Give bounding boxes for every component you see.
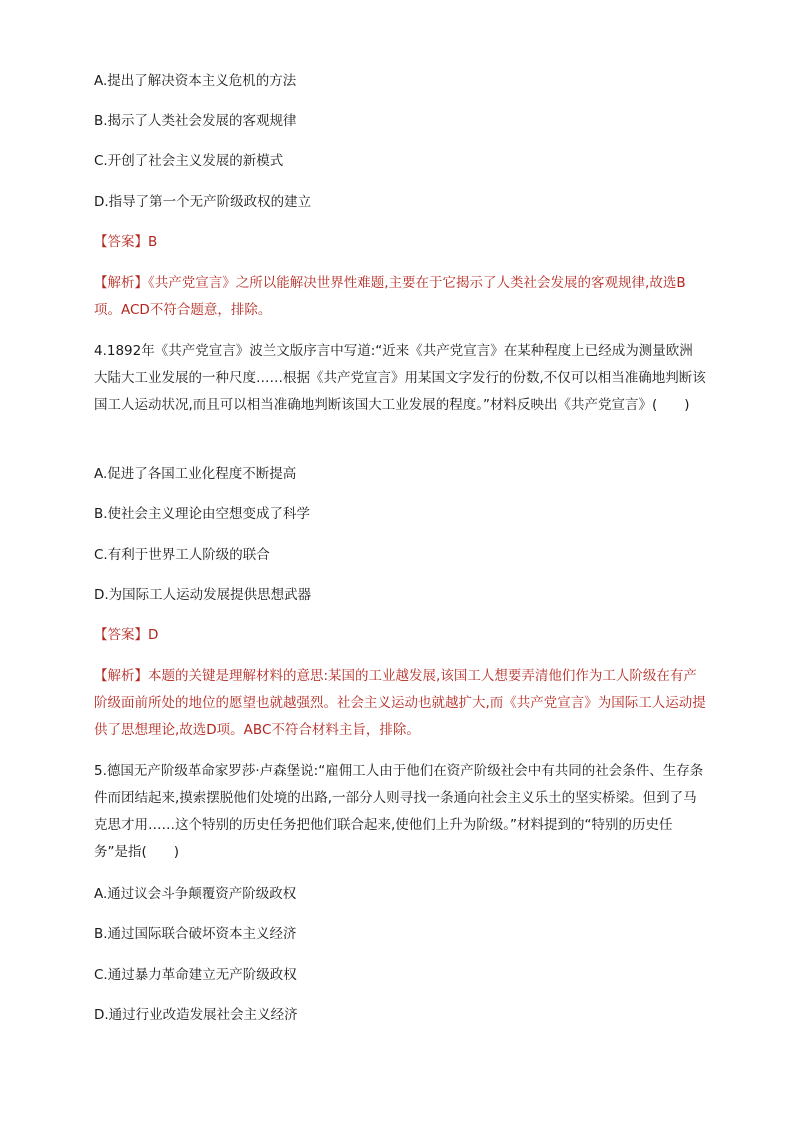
q4-option-d: D.为国际工人运动发展提供思想武器: [94, 587, 312, 603]
q3-analysis-tag: 【解析】: [94, 275, 148, 291]
q5-option-a: A.通过议会斗争颠覆资产阶级政权: [94, 886, 297, 902]
q3-answer-value: B: [148, 234, 158, 250]
q3-analysis-text: 《共产党宣言》之所以能解决世界性难题,主要在于它揭示了人类社会发展的客观规律,故选B项。ACD不符合题意，排除。: [94, 275, 686, 318]
q4-analysis: [94, 663, 706, 744]
q5-option-d: D.通过行业改造发展社会主义经济: [94, 1007, 298, 1023]
q3-option-c: C.开创了社会主义发展的新模式: [94, 153, 284, 169]
q3-answer-tag: 【答案】: [94, 234, 148, 250]
q3-answer: [94, 229, 706, 256]
q4-analysis-text: 本题的关键是理解材料的意思:某国的工业越发展,该国工人想要弄清他们作为工人阶级在有产阶级面前所处的地位的愿望也就越强烈。社会主义运动也就越扩大,而《共产党宣言》为国际工人运动提供了思想理论,故选D项。ABC不符合材料主旨，排除。: [94, 668, 706, 738]
q4-option-a: A.促进了各国工业化程度不断提高: [94, 466, 297, 482]
q4-stem: 4.1892年《共产党宣言》波兰文版序言中写道:“近来《共产党宣言》在某种程度上已经成为测量欧洲大陆大工业发展的一种尺度……根据《共产党宣言》用某国文字发行的份数,不仅可以相当准确地判断该国工人运动状况,而且可以相当准确地判断该国大工业发展的程度。”材料反映出《共产党宣言》( ): [94, 343, 706, 413]
q4-answer: [94, 622, 706, 649]
q5-option-c: C.通过暴力革命建立无产阶级政权: [94, 967, 297, 983]
q3-option-d: D.指导了第一个无产阶级政权的建立: [94, 194, 312, 210]
q5-option-b: B.通过国际联合破坏资本主义经济: [94, 926, 297, 942]
q4-answer-tag: 【答案】: [94, 627, 148, 643]
q3-option-b: B.揭示了人类社会发展的客观规律: [94, 113, 297, 129]
q3-option-a: A.提出了解决资本主义危机的方法: [94, 73, 297, 89]
q4-answer-value: D: [148, 627, 159, 643]
q3-analysis: [94, 270, 706, 324]
q4-option-b: B.使社会主义理论由空想变成了科学: [94, 506, 311, 522]
q4-analysis-tag: 【解析】: [94, 668, 148, 684]
q5-stem: 5.德国无产阶级革命家罗莎·卢森堡说:“雇佣工人由于他们在资产阶级社会中有共同的社会条件、生存条件而团结起来,摸索摆脱他们处境的出路,一部分人则寻找一条通向社会主义乐土的坚实桥梁。但到了马克思才用……这个特别的历史任务把他们联合起来,使他们上升为阶级。”材料提到的“特别的历史任务”是指( ): [94, 763, 704, 860]
q4-option-c: C.有利于世界工人阶级的联合: [94, 547, 270, 563]
